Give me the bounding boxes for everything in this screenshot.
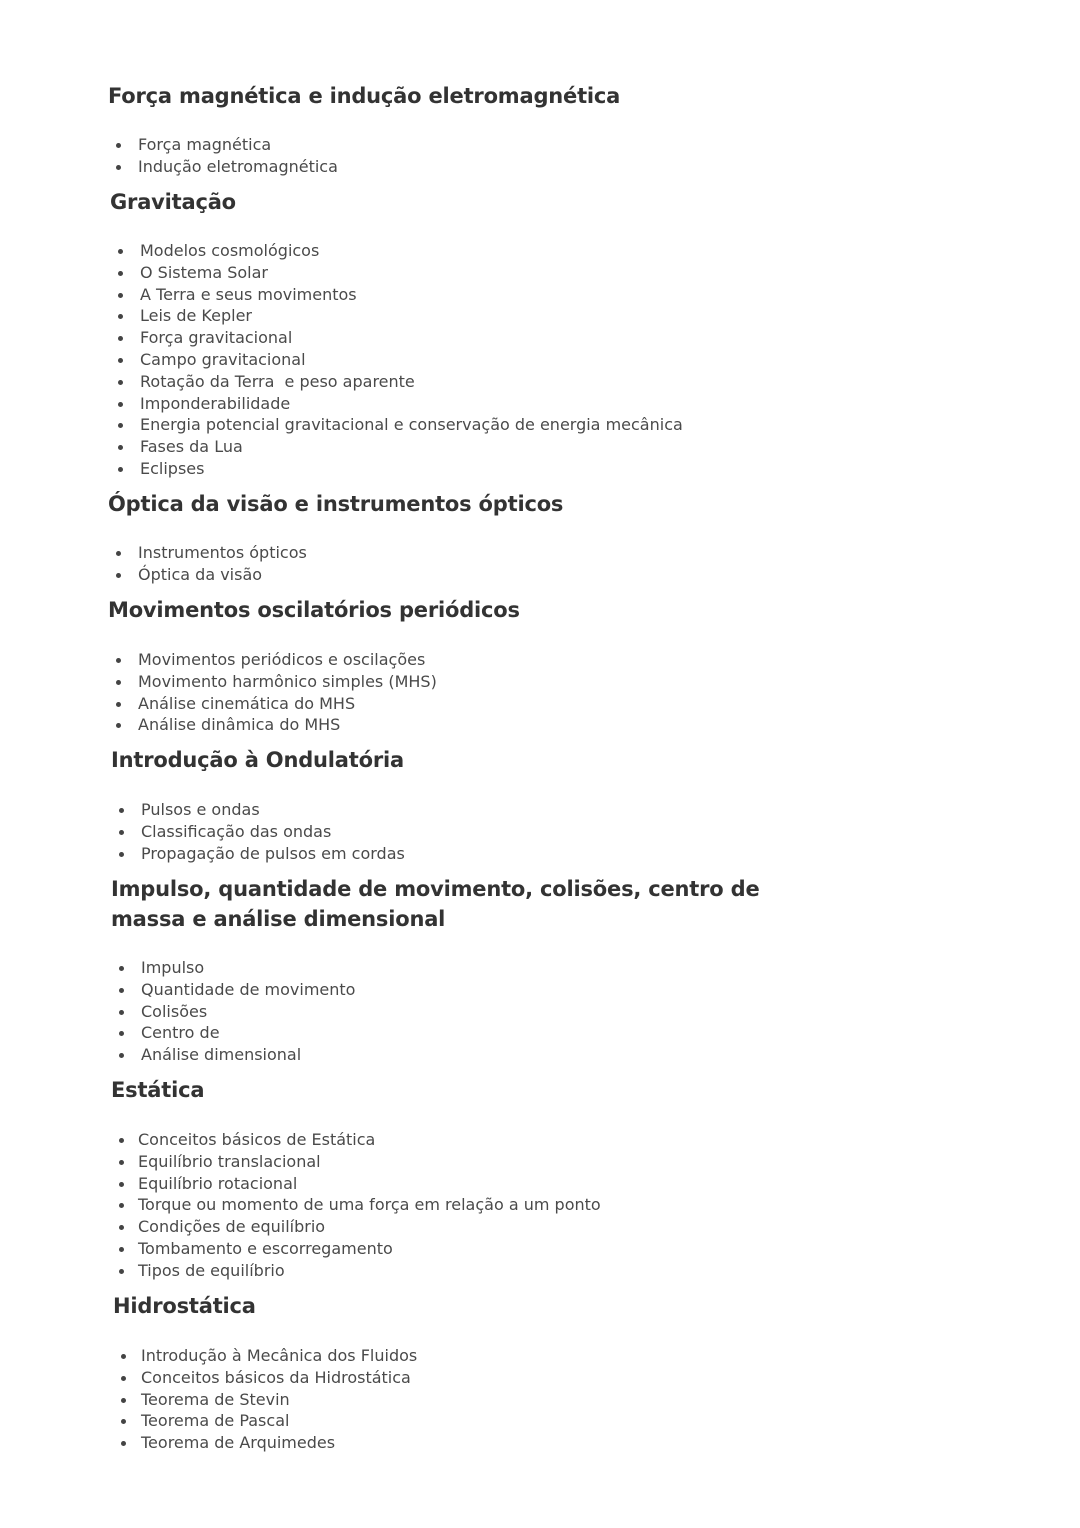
section-heading: Força magnética e indução eletromagnética xyxy=(108,84,621,108)
section-heading: Gravitação xyxy=(110,190,236,214)
list-item xyxy=(111,1194,601,1216)
topic-list xyxy=(108,649,520,736)
bullet-icon xyxy=(119,808,124,813)
topic-section xyxy=(110,187,683,480)
bullet-icon xyxy=(119,830,124,835)
bullet-icon xyxy=(121,1441,126,1446)
list-item xyxy=(111,1022,791,1044)
list-item-text: Óptica da visão xyxy=(138,564,263,584)
list-item-text: Introdução à Mecânica dos Fluidos xyxy=(141,1346,418,1365)
list-item-text: Centro de xyxy=(141,1023,220,1043)
bullet-icon xyxy=(118,249,123,254)
bullet-icon xyxy=(118,402,123,407)
list-item xyxy=(113,1410,417,1432)
bullet-icon xyxy=(118,336,123,341)
list-item-text: Fases da Lua xyxy=(140,437,243,457)
bullet-icon xyxy=(116,551,121,556)
list-item-text: Conceitos básicos de Estática xyxy=(138,1130,376,1149)
list-item-text: Rotação da Terra e peso aparente xyxy=(140,371,415,391)
list-item-text: Leis de Kepler xyxy=(140,306,252,326)
topic-section xyxy=(111,1075,601,1282)
list-item-text: Força gravitacional xyxy=(140,328,293,348)
list-item xyxy=(108,564,563,586)
section-heading: Estática xyxy=(111,1078,205,1102)
bullet-icon xyxy=(118,445,123,450)
list-item xyxy=(108,649,520,671)
list-item xyxy=(108,134,620,156)
list-item xyxy=(113,1367,417,1389)
topic-list xyxy=(108,542,563,586)
bullet-icon xyxy=(116,143,121,148)
list-item-text: Propagação de pulsos em cordas xyxy=(141,843,405,863)
bullet-icon xyxy=(119,852,124,857)
topic-section xyxy=(111,745,405,864)
list-item-text: Imponderabilidade xyxy=(140,393,291,413)
bullet-icon xyxy=(119,1053,124,1058)
list-item xyxy=(111,1001,791,1023)
list-item-text: Quantidade de movimento xyxy=(141,979,356,999)
bullet-icon xyxy=(119,1160,124,1165)
bullet-icon xyxy=(119,1138,124,1143)
list-item xyxy=(110,327,683,349)
topic-section xyxy=(108,489,563,586)
bullet-icon xyxy=(119,1225,124,1230)
list-item xyxy=(111,1151,601,1173)
list-item-text: Instrumentos ópticos xyxy=(138,543,307,562)
section-heading: Movimentos oscilatórios periódicos xyxy=(108,598,520,622)
list-item-text: Força magnética xyxy=(138,135,272,154)
bullet-icon xyxy=(119,1031,124,1036)
list-item xyxy=(111,1238,601,1260)
section-heading: Impulso, quantidade de movimento, colisões, centro de massa e análise dimensional xyxy=(111,877,760,931)
list-item xyxy=(111,1260,601,1282)
bullet-icon xyxy=(118,314,123,319)
list-item xyxy=(110,414,683,436)
list-item-text: O Sistema Solar xyxy=(140,262,268,282)
list-item-text: Energia potencial gravitacional e conservação de energia mecânica xyxy=(140,415,683,435)
bullet-icon xyxy=(121,1419,126,1424)
topic-list xyxy=(113,1345,417,1454)
topic-list xyxy=(108,134,620,178)
list-item-text: Equilíbrio translacional xyxy=(138,1151,321,1171)
list-item xyxy=(108,714,520,736)
bullet-icon xyxy=(121,1354,126,1359)
list-item-text: Análise dimensional xyxy=(141,1045,302,1065)
list-item xyxy=(111,1044,791,1066)
list-item-text: Tipos de equilíbrio xyxy=(138,1260,285,1280)
list-item xyxy=(110,458,683,480)
section-heading: Hidrostática xyxy=(113,1294,256,1318)
list-item xyxy=(108,693,520,715)
list-item xyxy=(110,349,683,371)
list-item xyxy=(110,284,683,306)
list-item xyxy=(110,371,683,393)
list-item-text: Classificação das ondas xyxy=(141,821,332,841)
list-item-text: Teorema de Stevin xyxy=(141,1389,290,1409)
list-item-text: Condições de equilíbrio xyxy=(138,1217,326,1237)
list-item xyxy=(110,305,683,327)
bullet-icon xyxy=(119,988,124,993)
bullet-icon xyxy=(116,165,121,170)
list-item-text: Impulso xyxy=(141,958,205,977)
bullet-icon xyxy=(119,1010,124,1015)
list-item-text: Teorema de Arquimedes xyxy=(141,1433,336,1453)
bullet-icon xyxy=(116,658,121,663)
bullet-icon xyxy=(119,1247,124,1252)
list-item-text: Movimento harmônico simples (MHS) xyxy=(138,671,437,691)
section-heading: Introdução à Ondulatória xyxy=(111,748,404,772)
list-item-text: Teorema de Pascal xyxy=(141,1411,290,1431)
bullet-icon xyxy=(121,1398,126,1403)
list-item xyxy=(108,156,620,178)
section-heading: Óptica da visão e instrumentos ópticos xyxy=(108,492,564,516)
topic-list xyxy=(111,1129,601,1282)
bullet-icon xyxy=(116,723,121,728)
bullet-icon xyxy=(121,1376,126,1381)
bullet-icon xyxy=(118,271,123,276)
bullet-icon xyxy=(118,358,123,363)
list-item xyxy=(110,393,683,415)
list-item-text: Tombamento e escorregamento xyxy=(138,1238,393,1258)
list-item xyxy=(111,979,791,1001)
list-item-text: Análise dinâmica do MHS xyxy=(138,715,341,735)
list-item xyxy=(110,436,683,458)
list-item xyxy=(113,1345,417,1367)
bullet-icon xyxy=(116,702,121,707)
bullet-icon xyxy=(119,1203,124,1208)
list-item xyxy=(111,957,791,979)
bullet-icon xyxy=(119,1182,124,1187)
list-item-text: Equilíbrio rotacional xyxy=(138,1173,298,1193)
bullet-icon xyxy=(118,467,123,472)
topic-list xyxy=(111,799,405,864)
topic-section xyxy=(111,874,791,1066)
list-item xyxy=(108,542,563,564)
list-item xyxy=(113,1389,417,1411)
bullet-icon xyxy=(118,380,123,385)
topic-section xyxy=(108,595,520,736)
bullet-icon xyxy=(118,293,123,298)
bullet-icon xyxy=(119,966,124,971)
list-item-text: Modelos cosmológicos xyxy=(140,241,320,260)
list-item-text: Torque ou momento de uma força em relação a um ponto xyxy=(138,1195,601,1215)
list-item xyxy=(108,671,520,693)
list-item-text: Eclipses xyxy=(140,458,205,478)
list-item-text: Campo gravitacional xyxy=(140,349,306,369)
list-item xyxy=(111,1129,601,1151)
topic-list xyxy=(111,957,791,1066)
list-item-text: A Terra e seus movimentos xyxy=(140,284,357,304)
list-item xyxy=(111,1173,601,1195)
list-item xyxy=(111,821,405,843)
bullet-icon xyxy=(116,573,121,578)
list-item-text: Pulsos e ondas xyxy=(141,800,260,819)
list-item-text: Conceitos básicos da Hidrostática xyxy=(141,1367,411,1387)
list-item xyxy=(110,240,683,262)
list-item xyxy=(113,1432,417,1454)
list-item-text: Movimentos periódicos e oscilações xyxy=(138,650,426,669)
list-item xyxy=(111,843,405,865)
list-item xyxy=(110,262,683,284)
topic-list xyxy=(110,240,683,480)
list-item xyxy=(111,799,405,821)
bullet-icon xyxy=(116,680,121,685)
list-item-text: Indução eletromagnética xyxy=(138,156,338,176)
bullet-icon xyxy=(119,1269,124,1274)
topic-section xyxy=(108,81,620,178)
bullet-icon xyxy=(118,423,123,428)
list-item xyxy=(111,1216,601,1238)
list-item-text: Colisões xyxy=(141,1001,208,1021)
topic-section xyxy=(113,1291,417,1454)
list-item-text: Análise cinemática do MHS xyxy=(138,693,356,713)
